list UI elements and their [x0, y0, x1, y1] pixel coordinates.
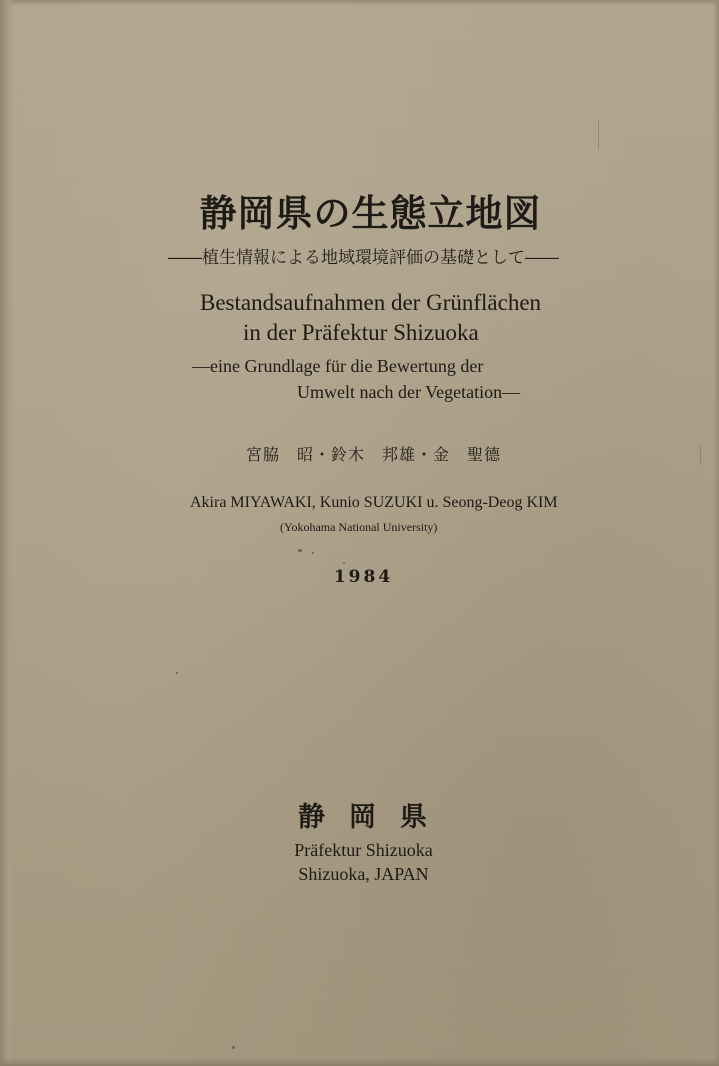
authors-japanese: 宮脇 昭・鈴木 邦雄・金 聖德 — [246, 445, 502, 464]
publisher-german-line-2: Shizuoka, JAPAN — [298, 864, 429, 884]
cover-top-edge — [0, 0, 719, 6]
publisher-german — [0, 838, 719, 886]
paper-speck — [343, 562, 345, 564]
publisher-german-line-1: Präfektur Shizuoka — [294, 840, 433, 860]
publication-year: 1984 — [333, 567, 394, 587]
paper-speck — [176, 672, 178, 674]
cover-right-edge — [713, 0, 719, 1066]
paper-speck — [232, 1046, 235, 1049]
authors-english: Akira MIYAWAKI, Kunio SUZUKI u. Seong-Deog KIM — [190, 494, 558, 511]
subtitle-german-line-1: —eine Grundlage für die Bewertung der — [192, 356, 484, 376]
paper-crease — [598, 120, 599, 150]
title-german — [200, 288, 541, 348]
publisher-japanese: 静岡県 — [298, 802, 451, 833]
subtitle-german-line-2: Umwelt nach der Vegetation— — [297, 382, 521, 402]
author-affiliation: (Yokohama National University) — [280, 520, 438, 534]
title-german-line-1: Bestandsaufnahmen der Grünflächen — [200, 290, 542, 315]
paper-speck — [298, 549, 302, 552]
title-japanese: 静岡県の生態立地図 — [199, 191, 542, 235]
subtitle-japanese: ――植生情報による地域環境評価の基礎として―― — [168, 248, 559, 268]
cover-bottom-edge — [0, 1058, 719, 1066]
paper-speck — [312, 552, 314, 554]
cover-left-edge — [0, 0, 14, 1066]
title-german-line-2: in der Präfektur Shizuoka — [243, 320, 479, 345]
paper-crease — [700, 445, 701, 465]
